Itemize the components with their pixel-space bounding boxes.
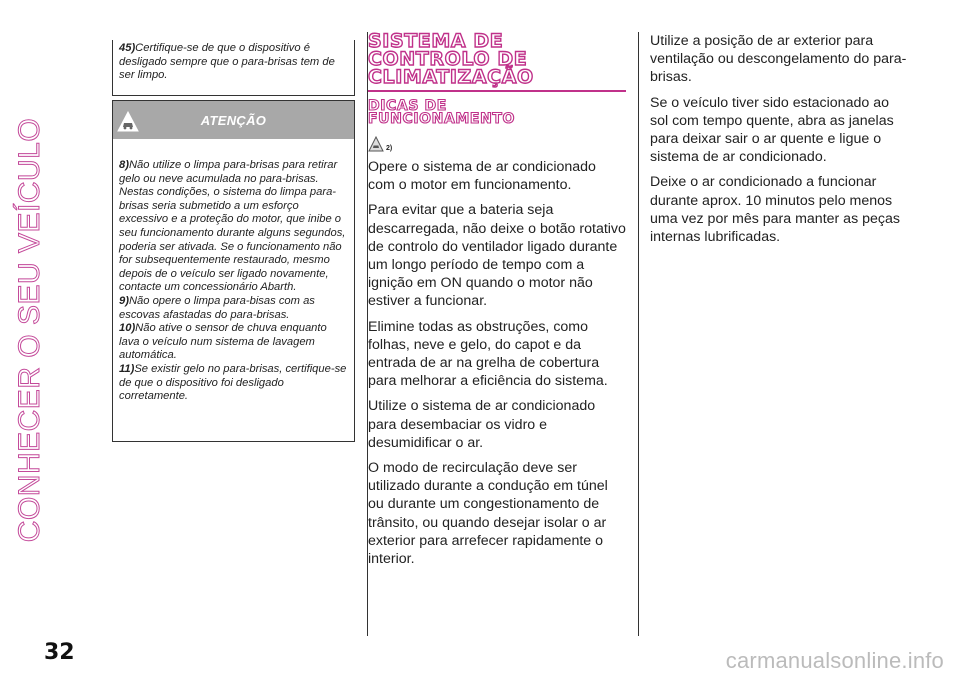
note-10 (119, 322, 348, 363)
section-title-line: CLIMATIZAÇÃO (368, 66, 534, 88)
warning-header (113, 101, 354, 139)
body-paragraph: Elimine todas as obstruções, como folhas, neve e gelo, do capot e da entrada de ar na grelha de cobertura para melhorar a eficiência do sistema. (368, 318, 608, 390)
warning-triangle-icon (368, 136, 384, 152)
warning-box (112, 100, 355, 442)
note-text: Se existir gelo no para-brisas, certifique-se de que o dispositivo foi desligado corretamente. (119, 362, 347, 403)
body-paragraph: Utilize a posição de ar exterior para ventilação ou descongelamento do para-brisas. (650, 33, 907, 86)
warning-body (113, 139, 354, 408)
note-box-top (112, 40, 355, 96)
right-column (650, 32, 910, 253)
column-divider (638, 32, 639, 636)
note-number: 10) (119, 322, 136, 335)
body-paragraph: Se o veículo tiver sido estacionado ao sol com tempo quente, abra as janelas para deixar sair o ar quente e ligue o sistema de ar condicionado. (650, 94, 894, 166)
note-text: Não ative o sensor de chuva enquanto lava o veículo num sistema de lavagem automática. (119, 322, 327, 362)
section-title-line: SISTEMA DE (368, 30, 504, 52)
main-column (368, 32, 626, 575)
note-number: 45) (119, 42, 136, 54)
note-number: 9) (119, 294, 129, 307)
subsection-title (368, 100, 626, 126)
note-11 (119, 363, 348, 404)
note-45 (119, 42, 348, 83)
side-title-text: CONHECER O SEU VEÍCULO (13, 117, 46, 543)
note-8 (119, 159, 348, 295)
body-paragraph: Utilize o sistema de ar condicionado para desembaciar os vidro e desumidificar o ar. (368, 398, 596, 451)
note-text: Certifique-se de que o dispositivo é desligado sempre que o para-brisas tem de ser limpo. (119, 42, 335, 82)
body-paragraph: Para evitar que a bateria seja descarregada, não deixe o botão rotativo de controlo do ventilador ligado durante um longo período de tempo com a ignição em ON quando o motor não estiver a funcionar. (368, 202, 626, 310)
page-number: 32 (44, 640, 75, 665)
reference-marker (368, 130, 626, 152)
note-number: 11) (119, 362, 135, 375)
body-paragraph: Deixe o ar condicionado a funcionar durante aprox. 10 minutos pelo menos uma vez por mês para manter as peças internas lubrificadas. (650, 174, 900, 246)
reference-number: 2) (386, 145, 393, 152)
section-title (368, 32, 626, 92)
warning-title: ATENÇÃO (200, 113, 267, 128)
body-paragraph: O modo de recirculação deve ser utilizado durante a condução em túnel ou durante um congestionamento de trânsito, ou quando desejar isolar o ar exterior para arrefecer rapidamente o interior. (368, 460, 608, 568)
subsection-title-line: FUNCIONAMENTO (368, 111, 516, 127)
subsection-title-line: DICAS DE (368, 98, 447, 114)
note-text: Não utilize o limpa para-brisas para retirar gelo ou neve acumulada no para-brisas. Nestas condições, o sistema do limpa para-brisas seria submetido a um esforço excessivo e a proteção do motor, que inibe o seu funcionamento durante alguns segundos, poderia ser ativada. Se o funcionamento não for subsequentemente restaurado, mesmo depois de o veículo ser ligado novamente, contacte um concessionário Abarth. (119, 159, 346, 294)
note-number: 8) (119, 159, 129, 171)
section-title-line: CONTROLO DE (368, 48, 528, 70)
note-9 (119, 295, 348, 322)
note-text: Não opere o limpa para-bisas com as escovas afastadas do para-brisas. (119, 294, 315, 321)
body-paragraph: Opere o sistema de ar condicionado com o motor em funcionamento. (368, 159, 596, 194)
watermark: carmanualsonline.info (725, 648, 944, 673)
